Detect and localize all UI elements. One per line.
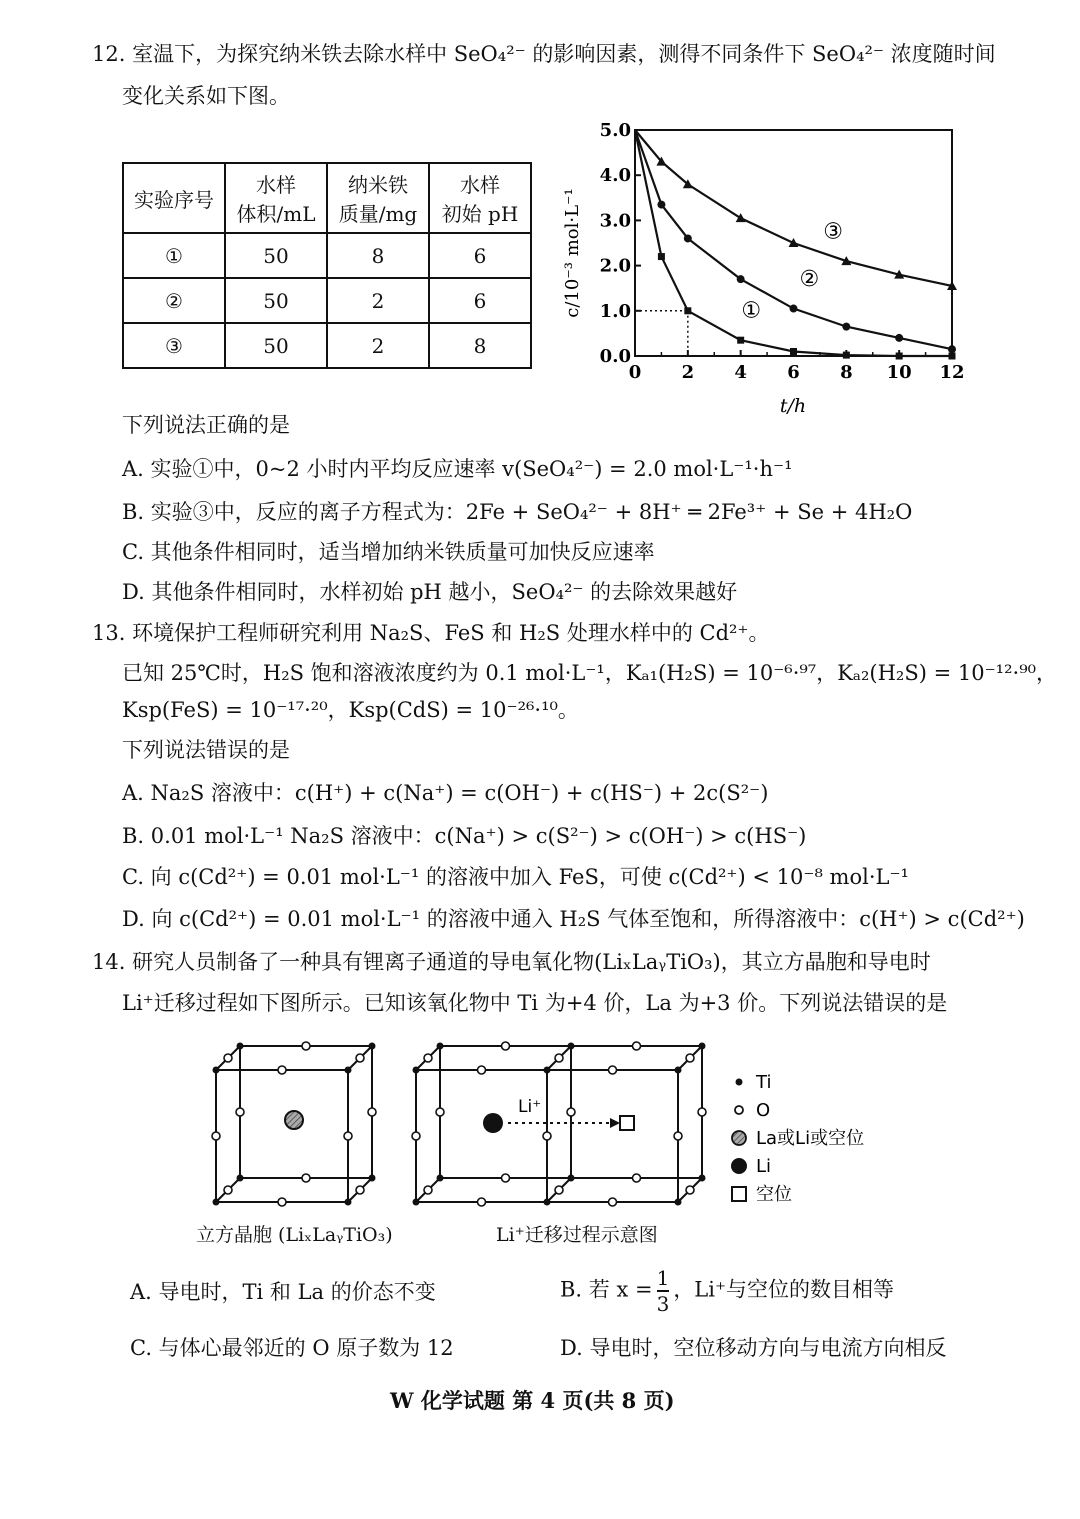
data-point xyxy=(790,305,798,313)
fraction-denominator: 3 xyxy=(656,1292,670,1316)
ti-atom xyxy=(369,1043,376,1050)
o-atom xyxy=(555,1186,563,1194)
ti-atom xyxy=(213,1067,220,1074)
ti-atom xyxy=(544,1199,551,1206)
vacancy-square xyxy=(620,1116,634,1130)
o-atom xyxy=(478,1198,486,1206)
q14-option-d: D. 导电时，空位移动方向与电流方向相反 xyxy=(560,1336,947,1360)
o-atom xyxy=(698,1108,706,1116)
q12-option-c: C. 其他条件相同时，适当增加纳米铁质量可加快反应速率 xyxy=(122,540,655,564)
o-atom xyxy=(224,1054,232,1062)
table-header: 实验序号 xyxy=(123,163,225,233)
q14-line2: Li⁺迁移过程如下图所示。已知该氧化物中 Ti 为+4 价，La 为+3 价。下列说法错误的是 xyxy=(122,991,948,1015)
ti-atom xyxy=(345,1199,352,1206)
data-point xyxy=(684,234,692,242)
y-tick-label: 0.0 xyxy=(599,346,631,367)
y-tick-label: 2.0 xyxy=(599,255,631,277)
o-atom xyxy=(609,1198,617,1206)
series-label-3: ③ xyxy=(823,219,843,245)
q14-option-a: A. 导电时，Ti 和 La 的价态不变 xyxy=(130,1280,436,1304)
ti-atom xyxy=(675,1067,682,1074)
table-cell: ③ xyxy=(123,323,225,368)
o-atom xyxy=(236,1108,244,1116)
legend-la-li-vacancy: La或Li或空位 xyxy=(756,1128,865,1149)
page-footer: W 化学试题 第 4 页(共 8 页) xyxy=(390,1388,675,1413)
q12-option-d: D. 其他条件相同时，水样初始 pH 越小，SeO₄²⁻ 的去除效果越好 xyxy=(122,580,738,604)
o-atom xyxy=(302,1174,310,1182)
ti-atom xyxy=(413,1199,420,1206)
q13-option-b: B. 0.01 mol·L⁻¹ Na₂S 溶液中：c(Na⁺) > c(S²⁻) > c(OH⁻) > c(HS⁻) xyxy=(122,824,807,848)
caption-migration: Li⁺迁移过程示意图 xyxy=(496,1224,658,1246)
data-point xyxy=(657,201,665,209)
series-label-2: ② xyxy=(799,266,820,292)
o-atom xyxy=(212,1132,220,1140)
ti-atom xyxy=(237,1043,244,1050)
q13-line2: 已知 25℃时，H₂S 饱和溶液浓度约为 0.1 mol·L⁻¹，Kₐ₁(H₂S) = 10⁻⁶·⁹⁷，Kₐ₂(H₂S) = 10⁻¹²·⁹⁰， xyxy=(122,661,1058,685)
o-legend-icon xyxy=(735,1106,743,1114)
ti-atom xyxy=(568,1175,575,1182)
data-point xyxy=(736,213,746,222)
y-axis-label: c/10⁻³ mol·L⁻¹ xyxy=(562,188,583,318)
o-atom xyxy=(424,1186,432,1194)
table-cell: 6 xyxy=(429,233,531,278)
o-atom xyxy=(356,1054,364,1062)
o-atom xyxy=(356,1186,364,1194)
x-tick-label: 12 xyxy=(939,362,965,383)
series-line-3 xyxy=(635,130,952,286)
data-point xyxy=(658,253,665,260)
x-tick-label: 2 xyxy=(681,362,695,383)
o-atom xyxy=(674,1132,682,1140)
o-atom xyxy=(344,1132,352,1140)
q13-option-c: C. 向 c(Cd²⁺) = 0.01 mol·L⁻¹ 的溶液中加入 FeS，可使 c(Cd²⁺) < 10⁻⁸ mol·L⁻¹ xyxy=(122,865,909,889)
q14-option-b-prefix: B. 若 x = xyxy=(560,1277,653,1302)
cubic-unit-cell xyxy=(212,1042,376,1206)
legend-vacancy: 空位 xyxy=(756,1184,792,1205)
o-atom xyxy=(543,1132,551,1140)
q13-stem: 下列说法错误的是 xyxy=(122,738,290,762)
o-atom xyxy=(555,1054,563,1062)
la-li-vacancy-legend-icon xyxy=(732,1131,746,1145)
ti-atom xyxy=(699,1043,706,1050)
o-atom xyxy=(278,1066,286,1074)
table-cell: 8 xyxy=(327,233,429,278)
x-tick-label: 6 xyxy=(787,362,800,383)
table-cell: 50 xyxy=(225,278,327,323)
q14-option-b-suffix: ，Li⁺与空位的数目相等 xyxy=(673,1277,895,1302)
ti-atom xyxy=(345,1067,352,1074)
li-legend-icon xyxy=(731,1158,747,1174)
y-tick-label: 1.0 xyxy=(599,300,631,322)
data-point xyxy=(737,337,744,344)
body-center-atom xyxy=(285,1111,303,1129)
q14-option-b xyxy=(560,1266,894,1316)
concentration-chart xyxy=(560,118,980,418)
q12-line1: 12. 室温下，为探究纳米铁去除水样中 SeO₄²⁻ 的影响因素，测得不同条件下 SeO₄²⁻ 浓度随时间 xyxy=(92,42,996,66)
data-point xyxy=(896,353,903,360)
data-point xyxy=(790,348,797,355)
crystal-diagrams xyxy=(200,1030,920,1250)
x-tick-label: 10 xyxy=(886,362,912,383)
x-tick-label: 8 xyxy=(840,362,853,383)
ti-atom xyxy=(369,1175,376,1182)
ti-atom xyxy=(568,1043,575,1050)
o-atom xyxy=(278,1198,286,1206)
table-header: 纳米铁 质量/mg xyxy=(327,163,429,233)
series-label-1: ① xyxy=(741,298,762,324)
table-cell: 6 xyxy=(429,278,531,323)
x-tick-label: 4 xyxy=(734,362,747,383)
ti-legend-icon xyxy=(736,1079,743,1086)
table-cell: ① xyxy=(123,233,225,278)
q14-line1: 14. 研究人员制备了一种具有锂离子通道的导电氧化物(LiₓLaᵧTiO₃)，其立方晶胞和导电时 xyxy=(92,950,931,974)
ti-atom xyxy=(413,1067,420,1074)
data-point xyxy=(737,275,745,283)
legend-li: Li xyxy=(756,1156,772,1177)
legend-o: O xyxy=(756,1100,771,1121)
ti-atom xyxy=(675,1199,682,1206)
data-point xyxy=(895,334,903,342)
q12-option-a: A. 实验①中，0~2 小时内平均反应速率 v(SeO₄²⁻) = 2.0 mol·L⁻¹·h⁻¹ xyxy=(122,457,793,481)
table-header: 水样 体积/mL xyxy=(225,163,327,233)
o-atom xyxy=(412,1132,420,1140)
table-row xyxy=(123,323,531,368)
o-atom xyxy=(224,1186,232,1194)
q12-stem: 下列说法正确的是 xyxy=(122,413,290,437)
q13-line3: Ksp(FeS) = 10⁻¹⁷·²⁰，Ksp(CdS) = 10⁻²⁶·¹⁰。 xyxy=(122,698,579,722)
q13-option-a: A. Na₂S 溶液中：c(H⁺) + c(Na⁺) = c(OH⁻) + c(HS⁻) + 2c(S²⁻) xyxy=(122,781,769,805)
li-atom xyxy=(483,1113,503,1133)
x-axis-label: t/h xyxy=(779,395,807,417)
o-atom xyxy=(502,1174,510,1182)
q12-option-b: B. 实验③中，反应的离子方程式为：2Fe + SeO₄²⁻ + 8H⁺ ═ 2Fe³⁺ + Se + 4H₂O xyxy=(122,500,913,524)
fraction xyxy=(657,1266,670,1316)
table-row xyxy=(123,278,531,323)
ti-atom xyxy=(237,1175,244,1182)
ti-atom xyxy=(213,1199,220,1206)
o-atom xyxy=(302,1042,310,1050)
o-atom xyxy=(478,1066,486,1074)
q13-line1: 13. 环境保护工程师研究利用 Na₂S、FeS 和 H₂S 处理水样中的 Cd²⁺。 xyxy=(92,621,770,645)
table-cell: 8 xyxy=(429,323,531,368)
caption-unit-cell: 立方晶胞 (LiₓLaᵧTiO₃) xyxy=(196,1224,393,1246)
ti-atom xyxy=(437,1175,444,1182)
ti-atom xyxy=(544,1067,551,1074)
o-atom xyxy=(686,1186,694,1194)
ti-atom xyxy=(437,1043,444,1050)
o-atom xyxy=(567,1108,575,1116)
experiment-table xyxy=(122,162,532,369)
table-cell: 2 xyxy=(327,278,429,323)
table-row xyxy=(123,233,531,278)
table-cell: 50 xyxy=(225,323,327,368)
data-point xyxy=(948,345,956,353)
fraction-numerator: 1 xyxy=(656,1266,670,1290)
data-point xyxy=(842,323,850,331)
li-ion-label: Li⁺ xyxy=(518,1097,542,1117)
o-atom xyxy=(609,1066,617,1074)
q12-line2: 变化关系如下图。 xyxy=(122,84,290,108)
table-cell: 2 xyxy=(327,323,429,368)
q13-option-d: D. 向 c(Cd²⁺) = 0.01 mol·L⁻¹ 的溶液中通入 H₂S 气体至饱和，所得溶液中：c(H⁺) > c(Cd²⁺) xyxy=(122,907,1025,931)
legend xyxy=(731,1072,864,1205)
legend-ti: Ti xyxy=(756,1072,772,1093)
data-point xyxy=(949,353,956,360)
table-cell: ② xyxy=(123,278,225,323)
q14-option-c: C. 与体心最邻近的 O 原子数为 12 xyxy=(130,1336,454,1360)
arrowhead-icon xyxy=(610,1118,620,1128)
x-tick-label: 0 xyxy=(628,362,642,383)
ti-atom xyxy=(699,1175,706,1182)
o-atom xyxy=(633,1042,641,1050)
table-cell: 50 xyxy=(225,233,327,278)
li-migration-cell xyxy=(412,1042,706,1206)
o-atom xyxy=(424,1054,432,1062)
o-atom xyxy=(633,1174,641,1182)
y-tick-label: 5.0 xyxy=(599,120,631,141)
y-tick-label: 4.0 xyxy=(599,165,631,187)
o-atom xyxy=(368,1108,376,1116)
y-tick-label: 3.0 xyxy=(599,210,631,232)
table-header: 水样 初始 pH xyxy=(429,163,531,233)
o-atom xyxy=(502,1042,510,1050)
o-atom xyxy=(436,1108,444,1116)
data-point xyxy=(843,352,850,359)
o-atom xyxy=(686,1054,694,1062)
vacancy-legend-icon xyxy=(732,1187,746,1201)
